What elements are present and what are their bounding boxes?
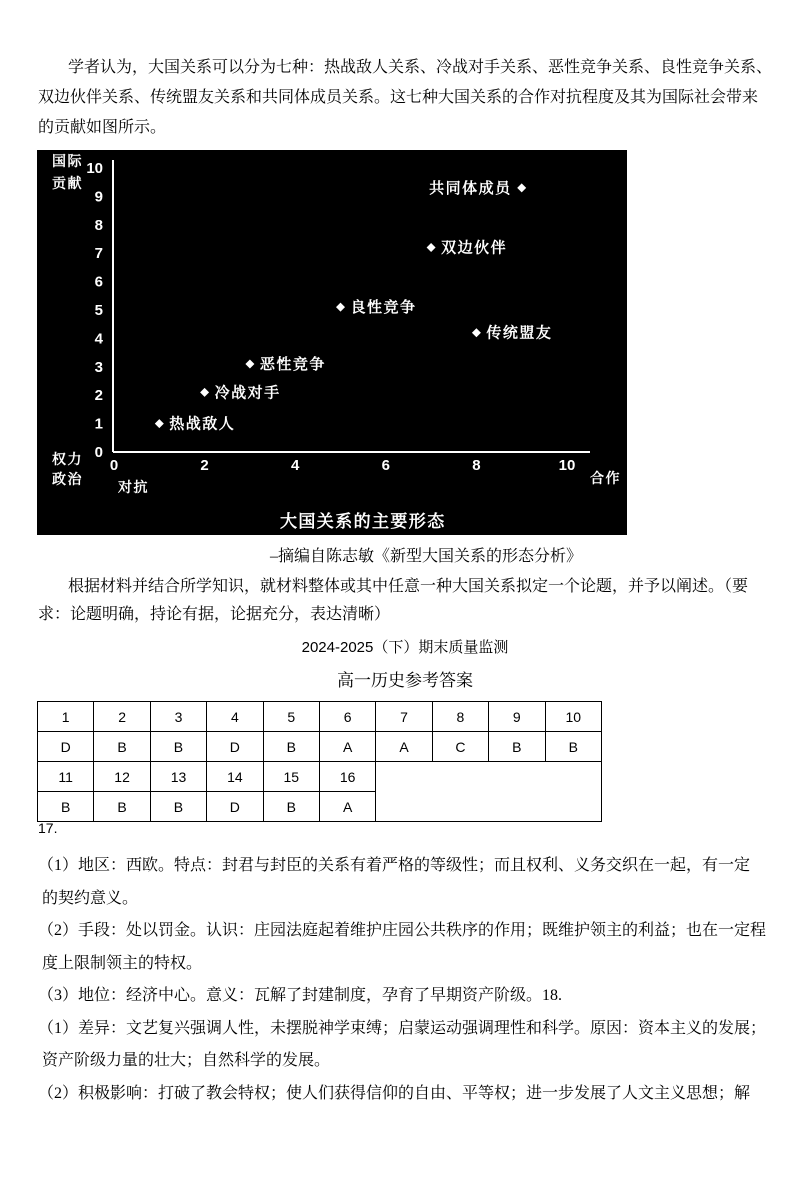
data-point-label: 传统盟友 <box>486 324 553 342</box>
data-point-label: 恶性竞争 <box>259 355 326 373</box>
question-number-cell: 7 <box>376 702 432 732</box>
answer-cell: B <box>38 792 94 822</box>
data-point-diamond <box>427 243 436 252</box>
chart-title: 大国关系的主要形态 <box>280 512 446 531</box>
answer-table <box>37 701 602 822</box>
y-tick-label: 8 <box>94 216 103 234</box>
answer-cell: B <box>263 792 319 822</box>
answer-key-title: 高一历史参考答案 <box>337 671 473 690</box>
data-point-diamond <box>155 419 164 428</box>
question-number-cell: 11 <box>38 762 94 792</box>
answer-line: （2）手段：处以罚金。认识：庄园法庭起着维护庄园公共秩序的作用；既维护领主的利益；也在一定程 <box>38 922 767 939</box>
table-row <box>38 702 602 732</box>
question-line: 求：论题明确，持论有据，论据充分，表达清晰） <box>38 606 391 623</box>
data-point-label: 冷战对手 <box>214 384 281 402</box>
source-citation: –摘编自陈志敏《新型大国关系的形态分析》 <box>270 548 583 565</box>
data-point-label: 热战敌人 <box>169 415 236 433</box>
answer-cell: B <box>94 732 150 762</box>
data-point-diamond <box>245 359 254 368</box>
question-paragraph <box>38 573 748 629</box>
empty-merged-cell <box>376 762 602 822</box>
exam-heading: 2024-2025（下）期末质量监测 <box>301 639 509 656</box>
answer-cell: B <box>150 792 206 822</box>
scatter-chart <box>37 150 627 535</box>
x-tick-label: 6 <box>381 457 390 474</box>
data-point-label: 良性竞争 <box>350 299 417 317</box>
y-axis-bottom-label: 权力政治 <box>52 451 83 487</box>
intro-line: 的贡献如图所示。 <box>38 119 167 136</box>
data-point-diamond <box>200 388 209 397</box>
intro-line: 双边伙伴关系、传统盟友关系和共同体成员关系。这七种大国关系的合作对抗程度及其为国际社会带来 <box>38 89 759 106</box>
data-point-label: 双边伙伴 <box>441 239 508 257</box>
intro-paragraph <box>38 53 772 143</box>
question-number-cell: 15 <box>263 762 319 792</box>
answer-line: （3）地位：经济中心。意义：瓦解了封建制度，孕育了早期资产阶级。18. <box>38 987 563 1004</box>
answer-cell: A <box>319 792 375 822</box>
y-tick-label: 7 <box>94 245 103 263</box>
x-tick-label: 2 <box>200 457 209 474</box>
answer-line: （1）差异：文艺复兴强调人性，未摆脱神学束缚；启蒙运动强调理性和科学。原因：资本主义的发展； <box>38 1019 767 1037</box>
answer-explanations <box>38 850 766 1110</box>
answer-cell: B <box>94 792 150 822</box>
answer-cell: D <box>207 732 263 762</box>
question-number-cell: 12 <box>94 762 150 792</box>
y-tick-label: 5 <box>94 302 103 319</box>
y-tick-label: 10 <box>86 160 103 177</box>
y-axis-top-label: 国际贡献 <box>52 153 83 191</box>
data-point-label: 共同体成员 <box>429 179 512 197</box>
intro-line: 学者认为，大国关系可以分为七种：热战敌人关系、冷战对手关系、恶性竞争关系、良性竞争关系、 <box>68 59 773 76</box>
answer-line: 的契约意义。 <box>42 889 139 907</box>
x-axis-right-label: 合作 <box>590 470 621 486</box>
data-point-diamond <box>517 183 526 192</box>
data-point-diamond <box>472 328 481 337</box>
question-number-cell: 13 <box>150 762 206 792</box>
answer-cell: B <box>150 732 206 762</box>
answer-cell: C <box>432 732 488 762</box>
answer-line: （2）积极影响：打破了教会特权；使人们获得信仰的自由、平等权；进一步发展了人文主义思想；解 <box>38 1084 751 1102</box>
question-number-cell: 3 <box>150 702 206 732</box>
question-number-cell: 10 <box>545 702 601 732</box>
answer-cell: D <box>38 732 94 762</box>
data-point-diamond <box>336 303 345 312</box>
answer-cell: A <box>319 732 375 762</box>
answer-line: 资产阶级力量的壮大；自然科学的发展。 <box>42 1052 331 1069</box>
question-number-cell: 16 <box>319 762 375 792</box>
answer-cell: B <box>263 732 319 762</box>
question-number-cell: 6 <box>319 702 375 732</box>
answer-cell: B <box>489 732 545 762</box>
y-tick-label: 1 <box>94 415 103 433</box>
y-tick-label: 2 <box>94 387 103 405</box>
question-number-cell: 2 <box>94 702 150 732</box>
x-tick-label: 4 <box>291 457 300 474</box>
x-axis-left-label: 对抗 <box>118 479 149 495</box>
question-number-cell: 1 <box>38 702 94 732</box>
answer-cell: B <box>545 732 601 762</box>
question-number-cell: 14 <box>207 762 263 792</box>
question-line: 根据材料并结合所学知识，就材料整体或其中任意一种大国关系拟定一个论题，并予以阐述。（要 <box>68 578 749 595</box>
y-tick-label: 6 <box>94 273 103 291</box>
y-tick-label: 3 <box>94 358 103 376</box>
table-row <box>38 762 602 792</box>
question-number-cell: 9 <box>489 702 545 732</box>
y-tick-label: 9 <box>94 188 103 206</box>
table-row <box>38 732 602 762</box>
question-number-cell: 4 <box>207 702 263 732</box>
x-tick-label: 8 <box>472 457 481 474</box>
question-number-cell: 8 <box>432 702 488 732</box>
x-tick-label: 10 <box>558 457 576 474</box>
question-number-cell: 5 <box>263 702 319 732</box>
answer-cell: A <box>376 732 432 762</box>
y-tick-label: 4 <box>94 330 103 348</box>
x-tick-label: 0 <box>109 457 119 474</box>
answer-line: 度上限制领主的特权。 <box>42 954 203 972</box>
question-17-label: 17. <box>38 820 58 836</box>
answer-cell: D <box>207 792 263 822</box>
y-tick-label: 0 <box>94 444 103 461</box>
answer-line: （1）地区：西欧。特点：封君与封臣的关系有着严格的等级性；而且权利、义务交织在一起，有一定 <box>38 857 751 874</box>
